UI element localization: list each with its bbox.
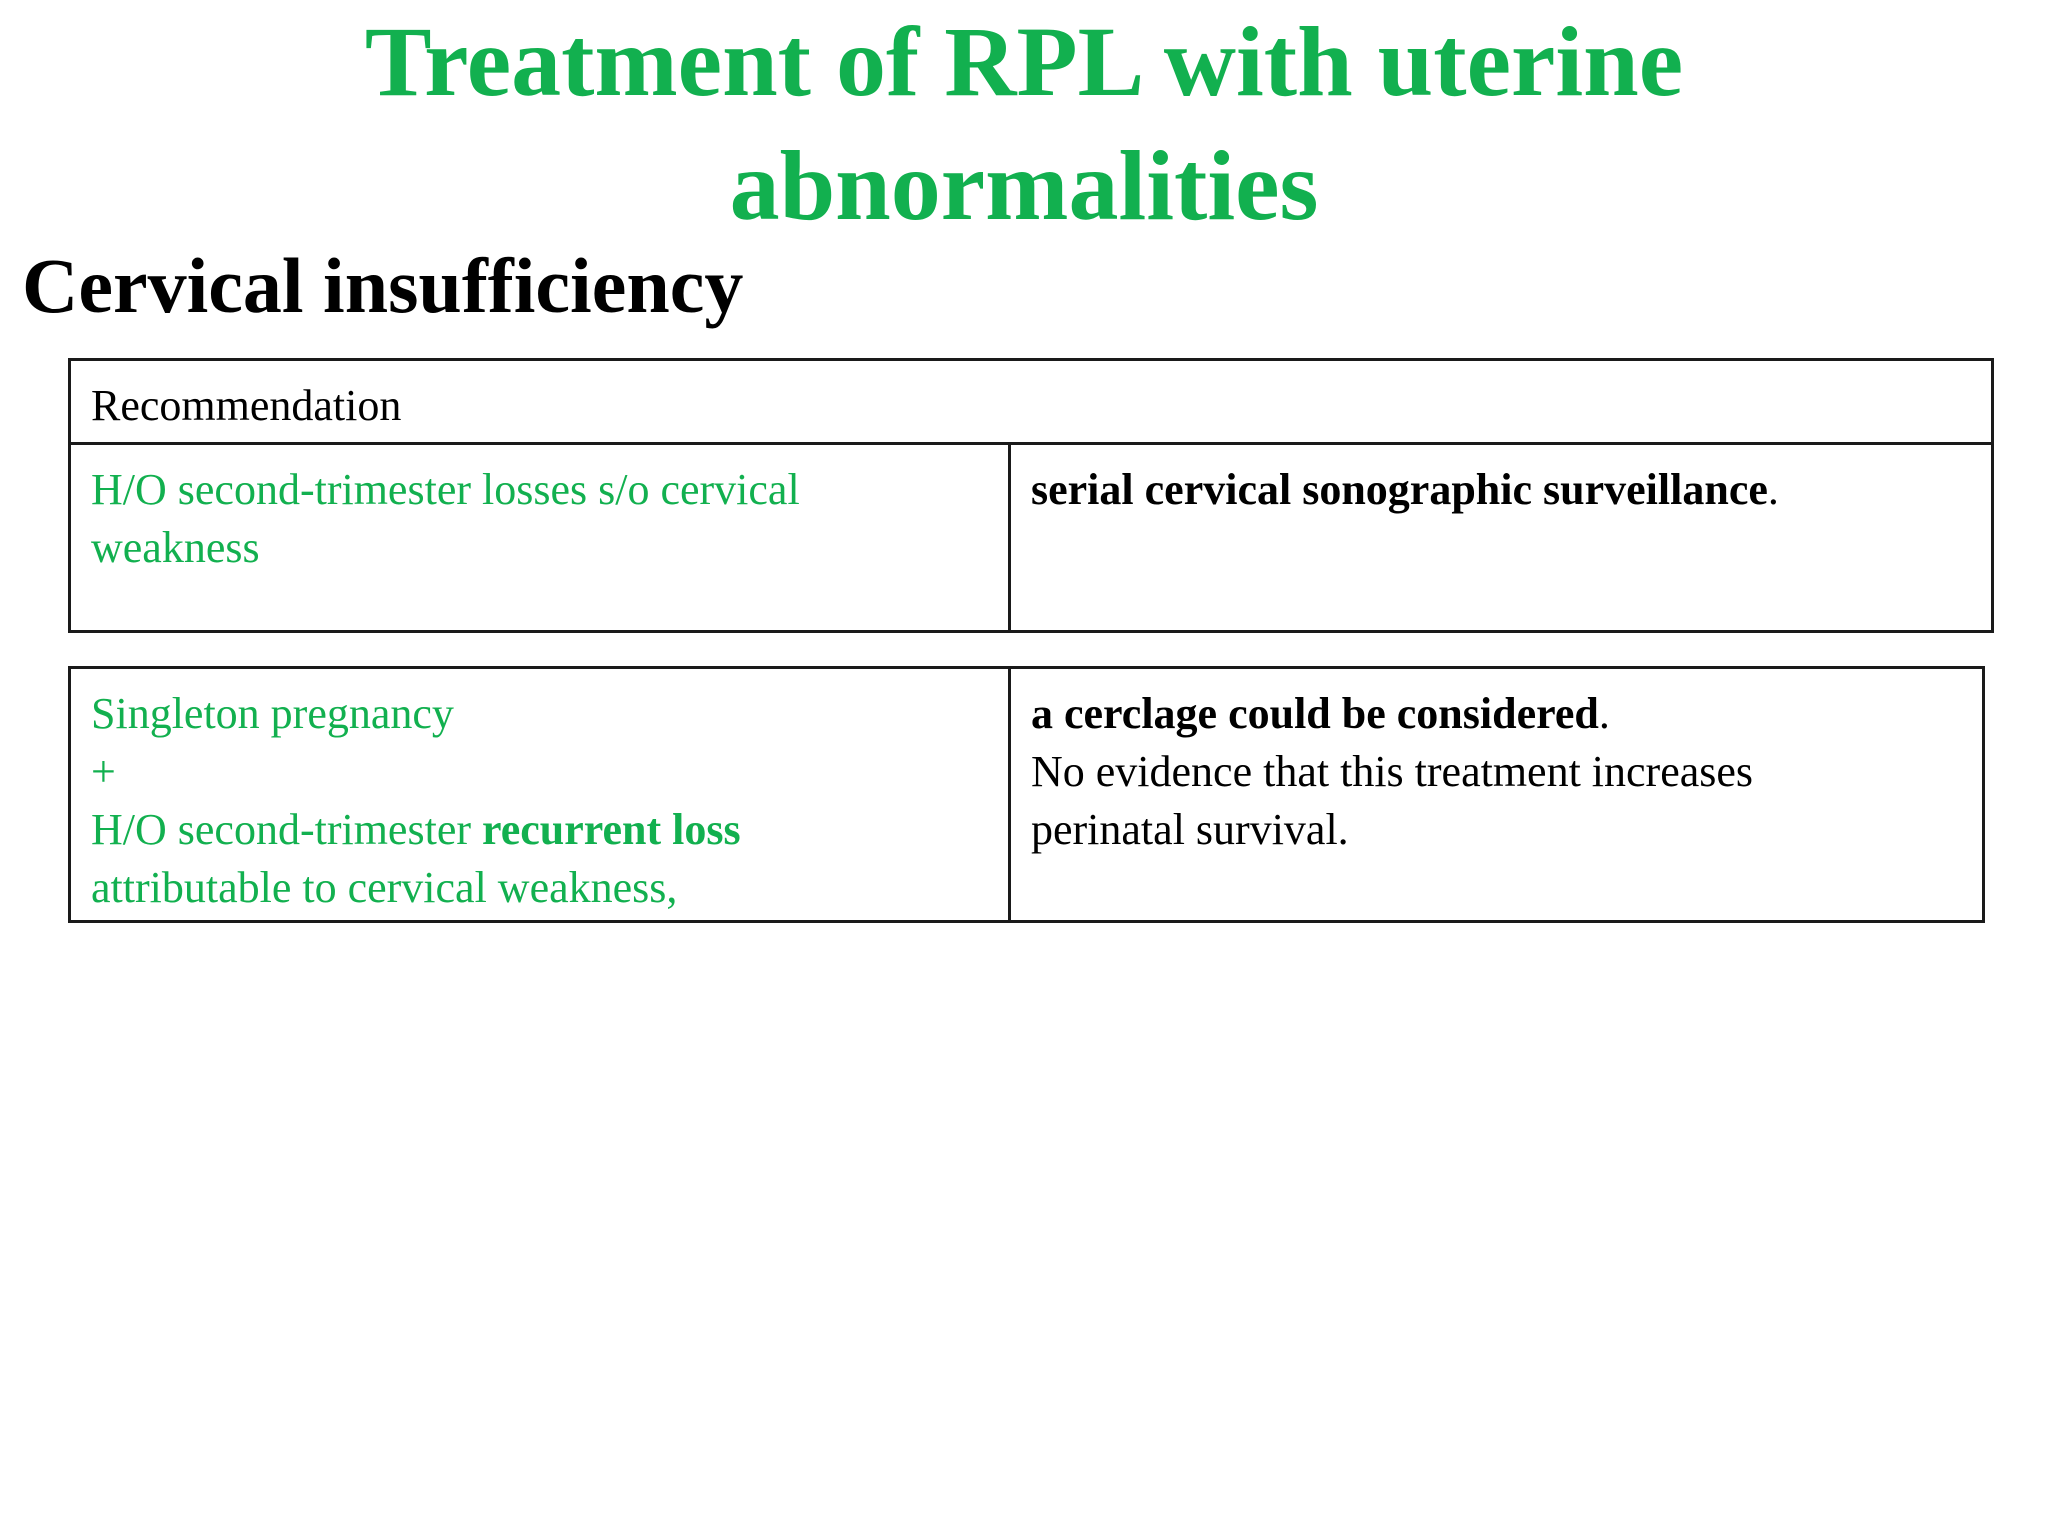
recommendation-table-2 [68, 666, 1985, 923]
recommendation-table-1 [68, 358, 1994, 633]
condition-prefix-text: H/O second-trimester [91, 805, 482, 854]
condition-bold-text: recurrent loss [482, 805, 741, 854]
recommendation-tail-text: . [1767, 465, 1779, 514]
condition-text-line-1: Singleton pregnancy [91, 689, 454, 738]
recommendation-bold-text: a cerclage could be considered [1031, 689, 1599, 738]
condition-plus-sign: + [91, 747, 116, 796]
recommendation-bold-text: serial cervical sonographic surveillance [1031, 465, 1768, 514]
note-line-1: No evidence that this treatment increases [1031, 747, 1754, 796]
recommendation-cell [1010, 668, 1984, 922]
table-header-label: Recommendation [91, 381, 402, 430]
table-header-row [70, 360, 1993, 444]
slide-title-line-1: Treatment of RPL with uterine [364, 6, 1684, 117]
table-row [70, 444, 1993, 632]
note-line-2: perinatal survival. [1031, 805, 1349, 854]
condition-cell [70, 668, 1010, 922]
condition-text-line-3 [91, 801, 988, 859]
table-header-cell [70, 360, 1993, 444]
recommendation-line-1 [1031, 685, 1962, 743]
condition-text-line-4: attributable to cervical weakness, [91, 863, 678, 912]
table-row [70, 668, 1984, 922]
section-heading: Cervical insufficiency [22, 242, 744, 329]
slide-title [0, 0, 2048, 248]
condition-cell [70, 444, 1010, 632]
condition-text-line-1: H/O second-trimester losses s/o cervical [91, 465, 800, 514]
recommendation-cell [1010, 444, 1993, 632]
slide-title-line-2: abnormalities [729, 130, 1319, 241]
condition-text-line-2: weakness [91, 523, 260, 572]
recommendation-tail-text: . [1598, 689, 1610, 738]
